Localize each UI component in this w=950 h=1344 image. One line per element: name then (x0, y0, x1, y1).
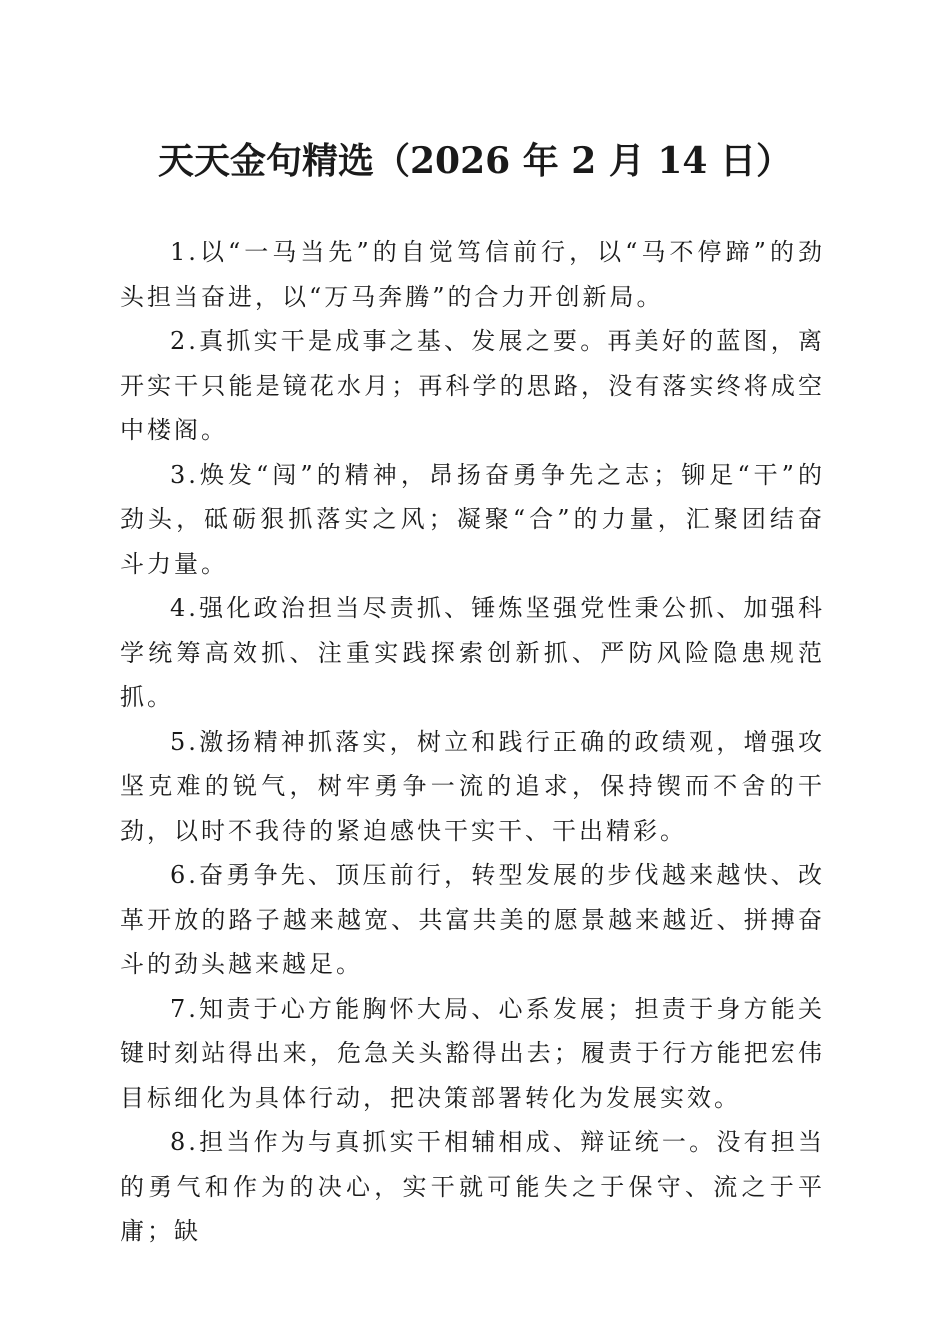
paragraph-2: 2.真抓实干是成事之基、发展之要。再美好的蓝图，离开实干只能是镜花水月；再科学的思路，没有落实终将成空中楼阁。 (120, 327, 825, 444)
paragraph-4: 4.强化政治担当尽责抓、锤炼坚强党性秉公抓、加强科学统筹高效抓、注重实践探索创新抓、严防风险隐患规范抓。 (120, 594, 825, 711)
paragraph-1: 1.以“一马当先”的自觉笃信前行，以“马不停蹄”的劲头担当奋进，以“万马奔腾”的合力开创新局。 (120, 238, 825, 311)
paragraph-5: 5.激扬精神抓落实，树立和践行正确的政绩观，增强攻坚克难的锐气，树牢勇争一流的追求，保持锲而不舍的干劲，以时不我待的紧迫感快干实干、干出精彩。 (120, 727, 825, 845)
document-title: 天天金句精选（2026 年 2 月 14 日） (157, 140, 792, 182)
document-body (120, 230, 825, 1254)
paragraph-3: 3.焕发“闯”的精神，昂扬奋勇争先之志；铆足“干”的劲头，砥砺狠抓落实之风；凝聚“合”的力量，汇聚团结奋斗力量。 (120, 460, 825, 578)
paragraph-8: 8.担当作为与真抓实干相辅相成、辩证统一。没有担当的勇气和作为的决心，实干就可能失之于保守、流之于平庸；缺 (120, 1128, 825, 1245)
paragraph-7: 7.知责于心方能胸怀大局、心系发展；担责于身方能关键时刻站得出来，危急关头豁得出去；履责于行方能把宏伟目标细化为具体行动，把决策部署转化为发展实效。 (120, 994, 825, 1112)
paragraph-6: 6.奋勇争先、顶压前行，转型发展的步伐越来越快、改革开放的路子越来越宽、共富共美的愿景越来越近、拼搏奋斗的劲头越来越足。 (120, 861, 825, 978)
